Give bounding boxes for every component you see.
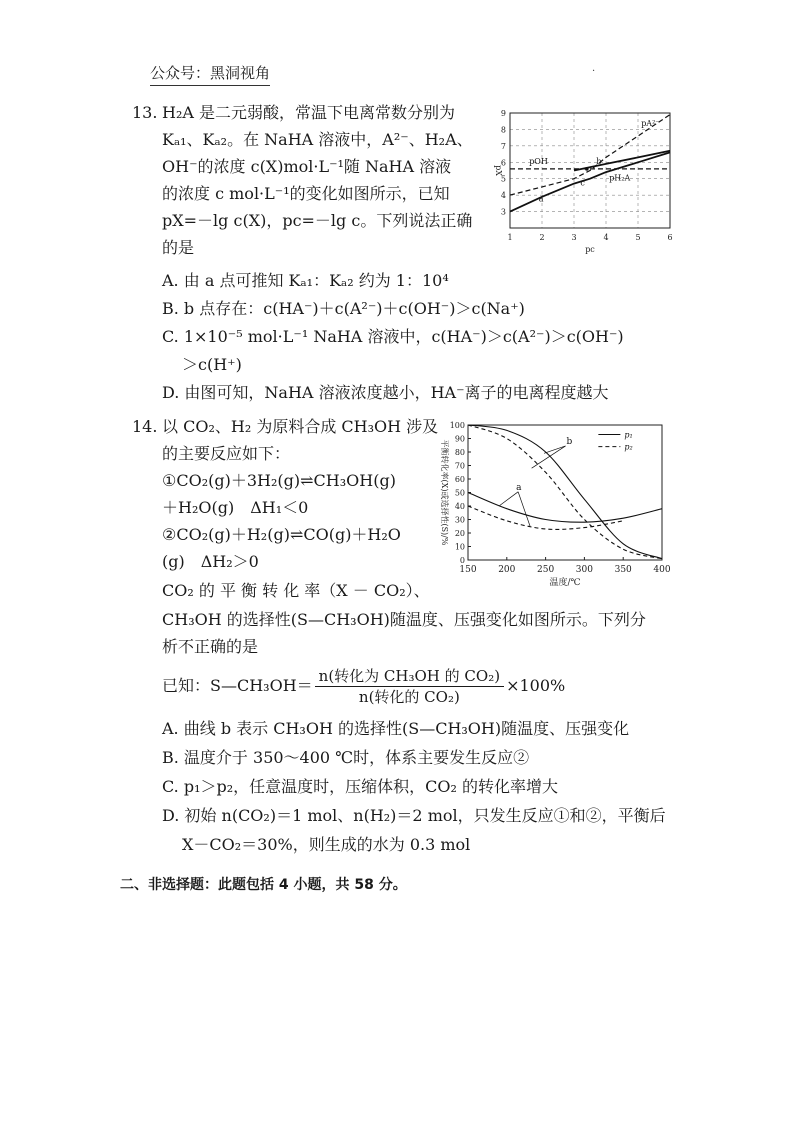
y-tick-label: 8 bbox=[500, 125, 506, 135]
q13-line-5: pX=－lg c(X)，pc=－lg c。下列说法正确 bbox=[162, 211, 473, 230]
q14-reaction-1a: ①CO₂(g)＋3H₂(g)⇌CH₃OH(g) bbox=[162, 471, 396, 490]
y-tick-label: 100 bbox=[449, 421, 465, 430]
formula-fraction bbox=[315, 666, 504, 707]
pointer-a-1 bbox=[499, 492, 518, 506]
q13-line-3: OH⁻的浓度 c(X)mol·L⁻¹随 NaHA 溶液 bbox=[162, 157, 452, 176]
pointer-b-2 bbox=[532, 446, 566, 468]
q14-option-b: B. 温度介于 350～400 ℃时，体系主要发生反应② bbox=[162, 748, 530, 767]
point-b bbox=[585, 167, 589, 171]
x-axis-label: 温度/℃ bbox=[549, 578, 581, 588]
formula-numerator: n(转化为 CH₃OH 的 CO₂) bbox=[315, 666, 504, 687]
annotation-label: pOH bbox=[529, 156, 548, 166]
y-tick-label: 40 bbox=[454, 502, 465, 511]
section-two-heading: 二、非选择题：此题包括 4 小题，共 58 分。 bbox=[120, 877, 407, 893]
y-tick-label: 70 bbox=[454, 461, 465, 471]
x-axis-label: pc bbox=[585, 245, 595, 254]
x-tick-label: 6 bbox=[667, 233, 673, 242]
y-tick-label: 10 bbox=[454, 542, 465, 552]
q13-line-6: 的是 bbox=[162, 238, 195, 257]
y-tick-label: 7 bbox=[500, 141, 506, 151]
y-tick-label: 0 bbox=[459, 556, 465, 565]
q14-reaction-1b: ＋H₂O(g) ΔH₁＜0 bbox=[162, 498, 309, 517]
q14-line-1: 以 CO₂、H₂ 为原料合成 CH₃OH 涉及 bbox=[162, 417, 439, 436]
annotation-label-b: b bbox=[566, 436, 573, 447]
q14-reaction-2b: (g) ΔH₂＞0 bbox=[162, 552, 259, 571]
q14-option-d-cont: X－CO₂＝30%，则生成的水为 0.3 mol bbox=[182, 835, 471, 854]
y-tick-label: 60 bbox=[454, 475, 465, 484]
legend-label-p1: p₁ bbox=[624, 430, 633, 440]
q13-option-a: A. 由 a 点可推知 Kₐ₁：Kₐ₂ 约为 1：10⁴ bbox=[162, 271, 449, 290]
y-tick-label: 20 bbox=[454, 529, 465, 538]
q14-known-formula bbox=[162, 664, 565, 708]
x-tick-label: 400 bbox=[653, 565, 671, 575]
formula-prefix: 已知：S—CH₃OH＝ bbox=[162, 676, 313, 695]
q14-line-2: 的主要反应如下： bbox=[162, 444, 291, 463]
series-line bbox=[468, 425, 662, 559]
wechat-header: 公众号：黑洞视角 bbox=[150, 62, 270, 86]
x-tick-label: 2 bbox=[539, 233, 545, 242]
y-tick-label: 4 bbox=[500, 191, 506, 201]
x-tick-label: 5 bbox=[635, 233, 641, 242]
q13-line-1: H₂A 是二元弱酸，常温下电离常数分别为 bbox=[162, 103, 456, 122]
y-tick-label: 3 bbox=[500, 207, 506, 217]
q13-chart bbox=[488, 105, 688, 260]
corner-mark: · bbox=[592, 66, 596, 77]
q13-option-c: C. 1×10⁻⁵ mol·L⁻¹ NaHA 溶液中，c(HA⁻)＞c(A²⁻)＞c(OH⁻) bbox=[162, 327, 624, 346]
q13-number: 13. bbox=[132, 103, 158, 122]
annotation-label-a: a bbox=[516, 482, 522, 493]
formula-denominator: n(转化的 CO₂) bbox=[358, 688, 460, 706]
x-tick-label: 3 bbox=[571, 233, 577, 242]
q14-number: 14. bbox=[132, 417, 158, 436]
q13-option-d: D. 由图可知，NaHA 溶液浓度越小，HA⁻离子的电离程度越大 bbox=[162, 383, 609, 402]
q14-reaction-2a: ②CO₂(g)＋H₂(g)⇌CO(g)＋H₂O bbox=[162, 525, 401, 544]
q14-chart bbox=[432, 415, 672, 595]
y-tick-label: 50 bbox=[454, 488, 465, 498]
y-tick-label: 30 bbox=[454, 515, 465, 525]
q14-option-a: A. 曲线 b 表示 CH₃OH 的选择性(S—CH₃OH)随温度、压强变化 bbox=[162, 719, 630, 738]
legend-label-p2: p₂ bbox=[624, 442, 633, 452]
x-tick-label: 250 bbox=[537, 565, 555, 575]
q14-chart-axes bbox=[468, 425, 662, 560]
q14-line-5: 析不正确的是 bbox=[162, 637, 259, 656]
formula-suffix: ×100% bbox=[506, 676, 566, 695]
y-tick-label: 6 bbox=[500, 158, 506, 168]
plot-frame bbox=[468, 425, 662, 560]
q13-option-b: B. b 点存在：c(HA⁻)＋c(A²⁻)＋c(OH⁻)＞c(Na⁺) bbox=[162, 299, 525, 318]
q13-line-4: 的浓度 c mol·L⁻¹的变化如图所示，已知 bbox=[162, 184, 450, 203]
pointer-b-1 bbox=[544, 446, 566, 453]
series-line bbox=[468, 425, 662, 559]
q14-option-c: C. p₁＞p₂，任意温度时，压缩体积，CO₂ 的转化率增大 bbox=[162, 777, 559, 796]
q13-line-2: Kₐ₁、Kₐ₂。在 NaHA 溶液中，A²⁻、H₂A、 bbox=[162, 130, 473, 149]
y-tick-label: 80 bbox=[454, 448, 465, 457]
x-tick-label: 150 bbox=[459, 565, 477, 575]
q14-option-d: D. 初始 n(CO₂)＝1 mol、n(H₂)＝2 mol，只发生反应①和②，平衡后 bbox=[162, 806, 666, 825]
x-tick-label: 300 bbox=[575, 565, 593, 575]
x-tick-label: 1 bbox=[507, 233, 513, 242]
q14-line-4: CH₃OH 的选择性(S—CH₃OH)随温度、压强变化如图所示。下列分 bbox=[162, 610, 646, 629]
y-tick-label: 9 bbox=[500, 109, 506, 118]
series-line bbox=[468, 506, 623, 529]
annotation-label: a bbox=[538, 194, 544, 204]
q14-chart-labels bbox=[440, 421, 671, 588]
x-tick-label: 200 bbox=[498, 565, 516, 575]
y-axis-label: 平衡转化率(X)或选择性(S)/% bbox=[440, 439, 449, 546]
x-tick-label: 350 bbox=[614, 565, 632, 575]
annotation-label: pH₂A bbox=[609, 173, 631, 183]
y-axis-label: pX bbox=[494, 165, 503, 176]
y-tick-label: 90 bbox=[454, 434, 465, 444]
annotation-label: c bbox=[580, 178, 585, 188]
y-tick-label: 5 bbox=[500, 174, 506, 184]
pointer-a-2 bbox=[518, 492, 530, 526]
annotation-label: pA²⁻ bbox=[641, 119, 660, 129]
q13-option-c-cont: ＞c(H⁺) bbox=[182, 355, 242, 374]
annotation-label: b bbox=[596, 156, 602, 166]
q14-line-3: CO₂ 的 平 衡 转 化 率（X － CO₂）、 bbox=[162, 581, 430, 600]
q14-chart-series bbox=[468, 425, 662, 559]
x-tick-label: 4 bbox=[603, 233, 609, 242]
